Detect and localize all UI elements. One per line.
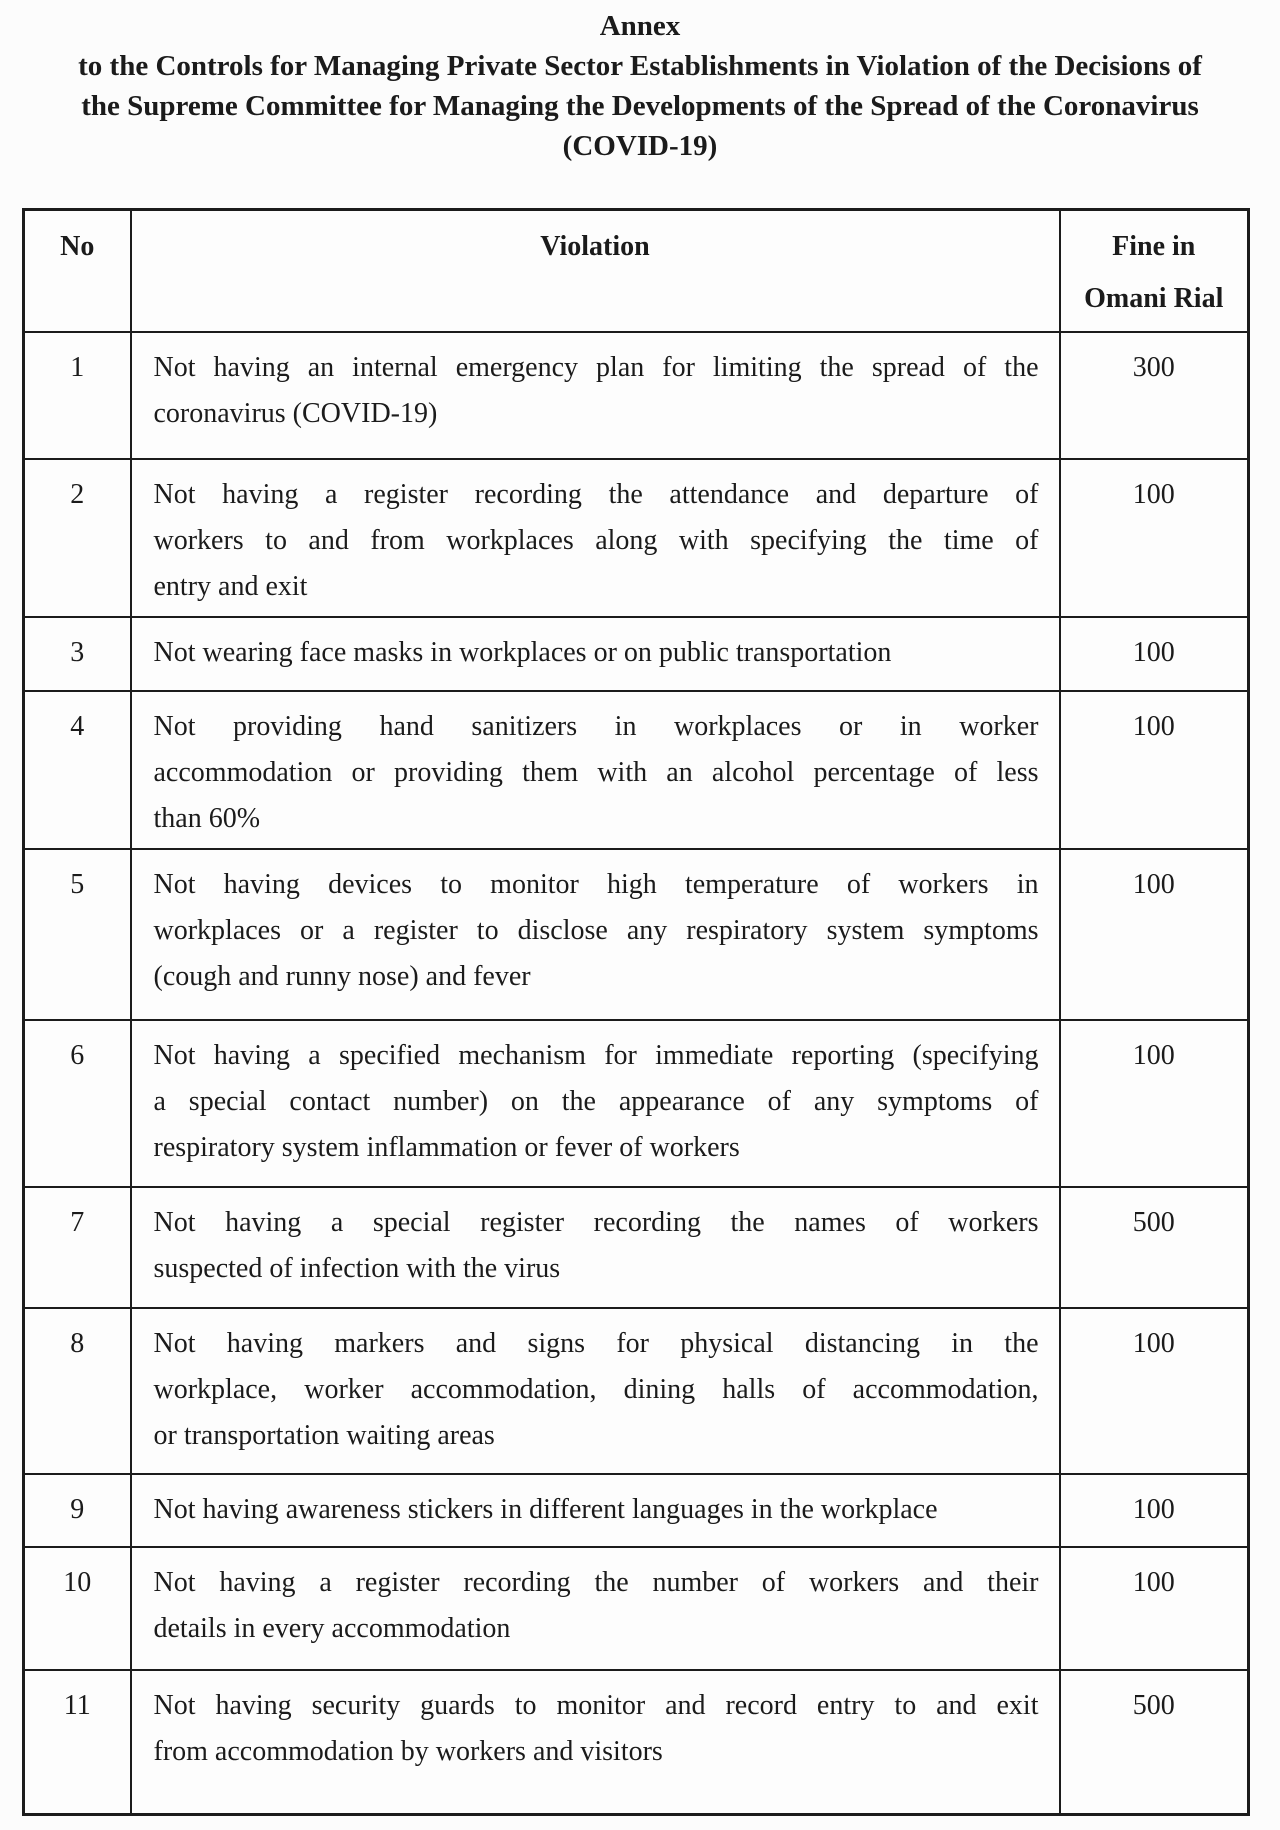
row-number: 6	[24, 1020, 131, 1187]
row-number: 8	[24, 1308, 131, 1474]
row-number: 3	[24, 617, 131, 691]
table-row	[24, 1187, 1249, 1308]
violation-line: Not wearing face masks in workplaces or on public transportation	[153, 636, 892, 668]
table-body	[24, 332, 1249, 1815]
violation-text	[131, 849, 1060, 1020]
violation-line: coronavirus (COVID-19)	[153, 397, 438, 429]
fine-amount: 100	[1060, 1547, 1249, 1670]
table-row	[24, 1670, 1249, 1815]
violation-line: (cough and runny nose) and fever	[153, 960, 531, 992]
violation-text	[131, 1474, 1060, 1547]
violation-text	[131, 332, 1060, 459]
fine-amount: 300	[1060, 332, 1249, 459]
title-line-2: to the Controls for Managing Private Sector Establishments in Violation of the Decisions of	[78, 50, 1202, 82]
row-number: 4	[24, 691, 131, 849]
violation-text	[131, 1670, 1060, 1815]
fine-amount: 100	[1060, 1308, 1249, 1474]
table-row	[24, 332, 1249, 459]
table-row	[24, 691, 1249, 849]
violation-line: respiratory system inflammation or fever of workers	[153, 1131, 740, 1163]
violation-line: Not having a specified mechanism for immediate reporting (specifying	[153, 1039, 1039, 1071]
column-header-no: No	[24, 210, 131, 332]
table-row	[24, 1474, 1249, 1547]
violation-line: Not providing hand sanitizers in workplaces or in worker	[153, 710, 1039, 742]
violation-text	[131, 617, 1060, 691]
column-header-violation: Violation	[131, 210, 1060, 332]
column-header-fine: Fine in Omani Rial	[1060, 210, 1249, 332]
violation-line: workplaces or a register to disclose any respiratory system symptoms	[153, 914, 1039, 946]
table-header-row	[24, 210, 1249, 332]
violation-line: a special contact number) on the appearance of any symptoms of	[153, 1085, 1039, 1117]
row-number: 1	[24, 332, 131, 459]
fine-amount: 500	[1060, 1670, 1249, 1815]
violation-line: workers to and from workplaces along with specifying the time of	[153, 524, 1039, 556]
fine-amount: 100	[1060, 459, 1249, 617]
fine-amount: 100	[1060, 617, 1249, 691]
violation-line: suspected of infection with the virus	[153, 1252, 561, 1284]
violation-line: or transportation waiting areas	[153, 1419, 495, 1451]
violation-line: entry and exit	[153, 570, 308, 602]
violation-line: details in every accommodation	[153, 1612, 511, 1644]
violation-text	[131, 1187, 1060, 1308]
violation-text	[131, 1547, 1060, 1670]
violation-text	[131, 459, 1060, 617]
violation-line: Not having a register recording the number of workers and their	[153, 1566, 1039, 1598]
violations-fines-table	[22, 208, 1250, 1816]
row-number: 5	[24, 849, 131, 1020]
title-line-4: (COVID-19)	[562, 130, 718, 162]
table-row	[24, 1308, 1249, 1474]
table-row	[24, 617, 1249, 691]
violation-line: Not having awareness stickers in different languages in the workplace	[153, 1493, 938, 1525]
table-row	[24, 459, 1249, 617]
violation-line: from accommodation by workers and visitors	[153, 1735, 663, 1767]
row-number: 7	[24, 1187, 131, 1308]
row-number: 11	[24, 1670, 131, 1815]
violation-line: Not having a register recording the attendance and departure of	[153, 478, 1039, 510]
document-title	[0, 0, 1280, 166]
row-number: 2	[24, 459, 131, 617]
fine-amount: 100	[1060, 691, 1249, 849]
title-annex: Annex	[599, 10, 681, 42]
fine-amount: 100	[1060, 1474, 1249, 1547]
title-line-3: the Supreme Committee for Managing the Developments of the Spread of the Coronavirus	[81, 90, 1199, 122]
row-number: 10	[24, 1547, 131, 1670]
violation-line: Not having devices to monitor high temperature of workers in	[153, 868, 1039, 900]
table-row	[24, 1547, 1249, 1670]
violation-text	[131, 691, 1060, 849]
violation-line: than 60%	[153, 802, 261, 834]
violation-line: Not having security guards to monitor and record entry to and exit	[153, 1689, 1039, 1721]
row-number: 9	[24, 1474, 131, 1547]
violation-line: Not having markers and signs for physical distancing in the	[153, 1327, 1039, 1359]
violation-line: accommodation or providing them with an alcohol percentage of less	[153, 756, 1039, 788]
violation-text	[131, 1308, 1060, 1474]
violation-text	[131, 1020, 1060, 1187]
violation-line: Not having a special register recording the names of workers	[153, 1206, 1039, 1238]
fine-amount: 500	[1060, 1187, 1249, 1308]
violation-line: Not having an internal emergency plan for limiting the spread of the	[153, 351, 1039, 383]
table-row	[24, 1020, 1249, 1187]
fine-amount: 100	[1060, 1020, 1249, 1187]
table-row	[24, 849, 1249, 1020]
fine-amount: 100	[1060, 849, 1249, 1020]
violation-line: workplace, worker accommodation, dining halls of accommodation,	[153, 1373, 1039, 1405]
